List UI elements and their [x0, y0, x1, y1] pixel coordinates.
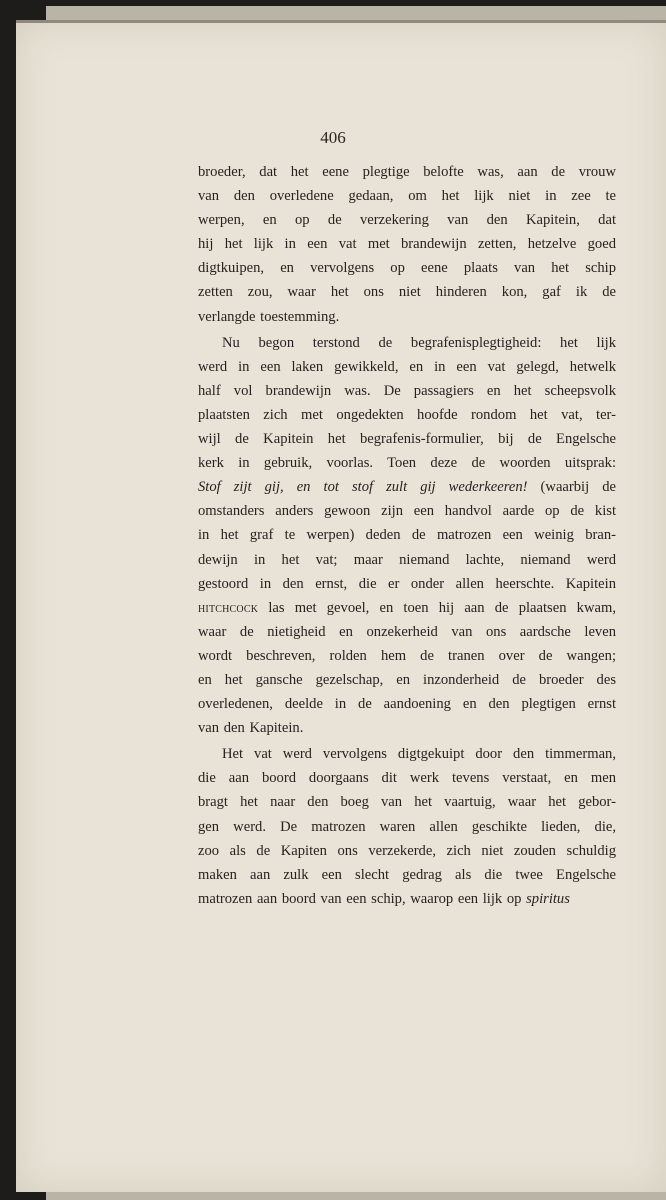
text-line — [198, 475, 616, 499]
text-line — [198, 692, 616, 716]
text-line — [198, 620, 616, 644]
text-line — [198, 766, 616, 790]
text-run: waar de nietigheid en onzekerheid van ons aardsche leven — [198, 623, 616, 640]
text-line — [198, 280, 616, 304]
text-line — [198, 742, 616, 766]
text-run: en het gansche gezelschap, en inzonderheid de broeder des — [198, 671, 616, 688]
text-line — [198, 451, 616, 475]
text-run: overledenen, deelde in de aandoening en den plegtigen ernst — [198, 696, 616, 713]
italic-text-run: Stof zijt gij, en tot stof zult gij wederkeeren! — [198, 479, 528, 496]
text-line — [198, 572, 616, 596]
text-run: Het vat werd vervolgens digtgekuipt door den timmerman, — [222, 746, 616, 763]
text-line — [198, 668, 616, 692]
text-line — [198, 184, 616, 208]
text-run: wordt beschreven, rolden hem de tranen over de wangen; — [198, 647, 616, 664]
text-run: digtkuipen, en vervolgens op eene plaats van het schip — [198, 260, 616, 277]
text-run: hij het lijk in een vat met brandewijn zetten, hetzelve goed — [198, 236, 616, 253]
text-line — [198, 863, 616, 887]
text-line — [198, 839, 616, 863]
text-line — [198, 403, 616, 427]
text-run: maken aan zulk een slecht gedrag als die twee Engelsche — [198, 866, 616, 883]
text-run: Nu begon terstond de begrafenisplegtigheid: het lijk — [222, 334, 616, 351]
paragraph — [198, 160, 616, 329]
italic-text-run: spiritus — [526, 890, 570, 907]
small-caps-text-run: hitchcock — [198, 599, 259, 616]
text-line — [198, 355, 616, 379]
page-number: 406 — [320, 128, 346, 147]
text-run: gen werd. De matrozen waren allen geschikte lieden, die, — [198, 818, 616, 835]
text-run: half vol brandewijn was. De passagiers en het scheepsvolk — [198, 382, 616, 399]
text-line — [198, 305, 616, 329]
text-line — [198, 790, 616, 814]
text-line — [198, 427, 616, 451]
text-run: plaatsten zich met ongedekten hoofde rondom het vat, ter- — [198, 406, 616, 423]
text-line — [198, 232, 616, 256]
paragraph — [198, 331, 616, 741]
text-run: in het graf te werpen) deden de matrozen een weinig bran- — [198, 527, 616, 544]
text-line — [198, 644, 616, 668]
text-line — [198, 523, 616, 547]
text-run: kerk in gebruik, voorlas. Toen deze de woorden uitsprak: — [198, 455, 616, 472]
text-line — [198, 256, 616, 280]
text-run: wijl de Kapitein het begrafenis-formulier, bij de Engelsche — [198, 431, 616, 448]
text-run: (waarbij de — [527, 479, 616, 496]
text-line — [198, 331, 616, 355]
text-run: gestoord in den ernst, die er onder allen heerschte. Kapitein — [198, 575, 616, 592]
text-run: van den overledene gedaan, om het lijk niet in zee te — [198, 188, 616, 205]
text-line — [198, 815, 616, 839]
text-run: dewijn in het vat; maar niemand lachte, niemand werd — [198, 551, 616, 568]
text-line — [198, 548, 616, 572]
paragraph — [198, 742, 616, 911]
text-run: bragt het naar den boeg van het vaartuig, waar het gebor- — [198, 794, 616, 811]
text-line — [198, 379, 616, 403]
text-run: verlangde toestemming. — [198, 308, 340, 325]
text-line — [198, 208, 616, 232]
text-run: broeder, dat het eene plegtige belofte was, aan de vrouw — [198, 164, 616, 180]
text-run: werpen, en op de verzekering van den Kapitein, dat — [198, 212, 616, 229]
text-run: zetten zou, waar het ons niet hinderen kon, gaf ik de — [198, 284, 616, 301]
text-run: werd in een laken gewikkeld, en in een vat gelegd, hetwelk — [198, 358, 616, 375]
text-run: omstanders anders gewoon zijn een handvol aarde op de kist — [198, 503, 616, 520]
text-run: van den Kapitein. — [198, 720, 304, 737]
text-run: zoo als de Kapiten ons verzekerde, zich niet zouden schuldig — [198, 842, 616, 859]
text-line — [198, 160, 616, 184]
text-line — [198, 887, 616, 911]
text-line — [198, 596, 616, 620]
text-run: matrozen aan boord van een schip, waarop een lijk op — [198, 890, 527, 907]
text-run: las met gevoel, en toen hij aan de plaatsen kwam, — [258, 599, 616, 616]
text-body — [198, 160, 616, 911]
text-run: die aan boord doorgaans dit werk tevens verstaat, en men — [198, 770, 616, 787]
text-line — [198, 499, 616, 523]
text-line — [198, 716, 616, 740]
page-top-edge — [16, 20, 666, 23]
